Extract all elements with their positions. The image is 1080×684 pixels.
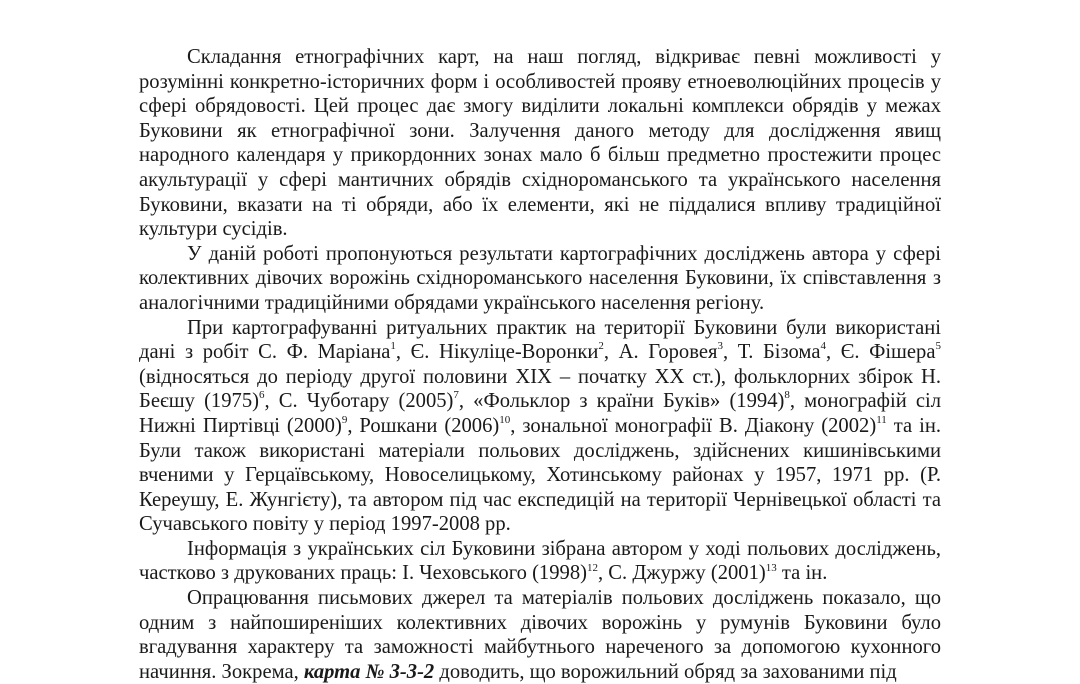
paragraph-text: та ін. Були також використані матеріали польових досліджень, здійснених кишинівськими вченими у Герцаївському, Новоселицькому, Хотинському районах у 1957, 1971 рр. (Р. Кереушу, Е. Жунгієту), та автором під час експедицій на території Чернівецької області та Сучавського повіту у період 1997-2008 рр. bbox=[139, 414, 941, 536]
paragraph-text: Інформація з українських сіл Буковини зібрана автором у ході польових досліджень, частково з друкованих праць: І. Чеховського (1998) bbox=[139, 537, 941, 585]
paragraph-text: Опрацювання письмових джерел та матеріалів польових досліджень показало, що одним з найпоширеніших колективних дівочих ворожінь у румунів Буковини було вгадування характеру та заможності майбутнього нареченого за допомогою кухонного начиння. Зокрема, bbox=[139, 587, 941, 683]
paragraph-text: , «Фольклор з країни Буків» (1994) bbox=[458, 390, 785, 413]
footnote-ref[interactable]: 5 bbox=[935, 340, 941, 353]
paragraph-2 bbox=[139, 242, 941, 316]
footnote-ref[interactable]: 13 bbox=[765, 561, 777, 574]
footnote-ref[interactable]: 9 bbox=[341, 414, 348, 427]
paragraph-text: , монографій сіл Нижні Пиртівці (2000) bbox=[139, 390, 941, 437]
footnote-ref[interactable]: 3 bbox=[717, 340, 723, 353]
paragraph-3 bbox=[139, 316, 941, 537]
paragraph-text: та ін. bbox=[776, 562, 828, 585]
paragraph-text: , Т. Бізома bbox=[722, 341, 821, 364]
paragraph-text: , зональної монографії В. Діакону (2002) bbox=[510, 414, 877, 437]
paragraph-text: , Є. Фішера bbox=[825, 341, 936, 364]
paragraph-text: Складання етнографічних карт, на наш погляд, відкриває певні можливості у розумінні конкретно-історичних форм і особливостей прояву етноеволюційних процесів у сфері обрядовості. Цей процес дає змогу виділити локальні комплекси обрядів у межах Буковини як етнографічної зони. Залучення даного методу для дослідження явищ народного календаря у прикордонних зонах мало б більш предметно простежити процес акультурації у сфері мантичних обрядів східнороманського та українського населення Буковини, вказати на ті обряди, або їх елементи, які не піддалися впливу традиційної культури сусідів. bbox=[139, 46, 941, 241]
paragraph-text: , С. Чуботару (2005) bbox=[264, 390, 454, 413]
paragraph-5 bbox=[139, 586, 941, 684]
paragraph-text: (відносяться до періоду другої половини ХІХ – початку ХХ ст.), фольклорних збірок Н. Беєшу (1975) bbox=[139, 365, 941, 413]
footnote-ref[interactable]: 10 bbox=[499, 414, 511, 427]
paragraph-text: , С. Джуржу (2001) bbox=[597, 562, 766, 585]
paragraph-1 bbox=[139, 45, 941, 242]
footnote-ref[interactable]: 6 bbox=[258, 389, 265, 402]
paragraph-text: , Рошкани (2006) bbox=[347, 414, 500, 437]
footnote-ref[interactable]: 1 bbox=[390, 340, 396, 353]
footnote-ref[interactable]: 7 bbox=[453, 389, 459, 402]
footnote-ref[interactable]: 2 bbox=[598, 340, 604, 353]
document-body bbox=[139, 45, 941, 684]
footnote-ref[interactable]: 4 bbox=[820, 340, 826, 353]
footnote-ref[interactable]: 12 bbox=[586, 561, 598, 574]
paragraph-text: У даній роботі пропонуються результати картографічних досліджень автора у сфері колективних дівочих ворожінь східнороманського населення Буковини, їх співставлення з аналогічними традиційними обрядами українського населення регіону. bbox=[139, 242, 941, 314]
footnote-ref[interactable]: 8 bbox=[784, 389, 790, 402]
paragraph-text: , Є. Нікуліце-Воронки bbox=[395, 341, 599, 364]
paragraph-text: доводить, що ворожильний обряд за захованими під bbox=[434, 660, 897, 683]
paragraph-4 bbox=[139, 537, 941, 586]
map-reference: карта № 3-3-2 bbox=[303, 660, 435, 683]
paragraph-text: , А. Горовея bbox=[603, 341, 718, 364]
footnote-ref[interactable]: 11 bbox=[876, 414, 887, 427]
paragraph-text: При картографуванні ритуальних практик на території Буковини були використані дані з робіт С. Ф. Маріана bbox=[139, 316, 941, 364]
